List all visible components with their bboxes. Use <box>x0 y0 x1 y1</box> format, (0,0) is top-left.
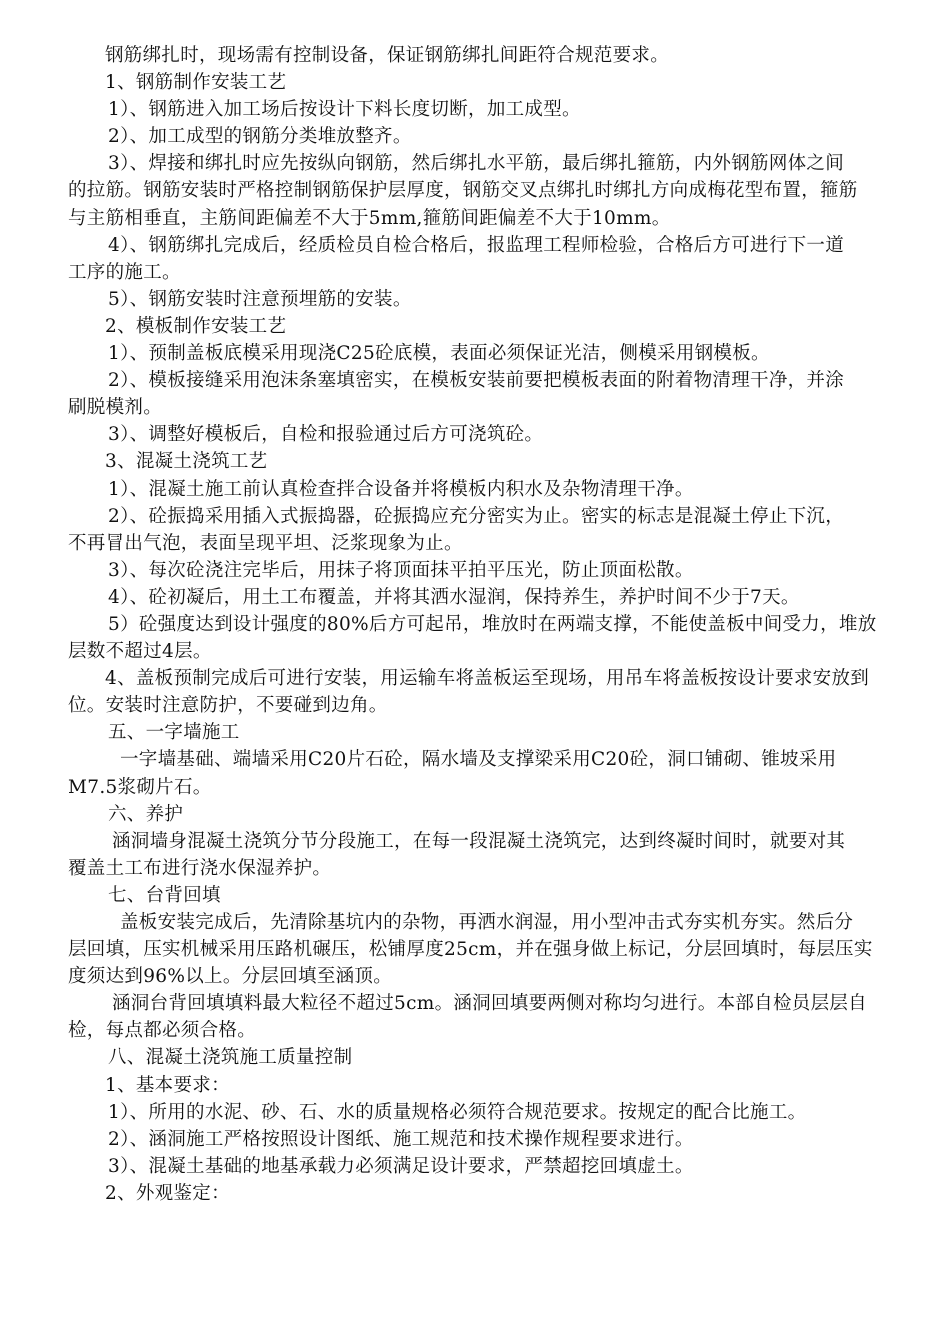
paragraph-line: 层数不超过4层。 <box>68 641 212 663</box>
paragraph-line: 盖板安装完成后，先清除基坑内的杂物，再洒水润湿，用小型冲击式夯实机夯实。然后分 <box>120 912 854 933</box>
paragraph-line: 1）、所用的水泥、砂、石、水的质量规格必须符合规范要求。按规定的配合比施工。 <box>108 1101 807 1123</box>
paragraph-line: 涵洞墙身混凝土浇筑分节分段施工，在每一段混凝土浇筑完，达到终凝时间时，就要对其 <box>112 830 846 852</box>
document-body <box>68 42 926 1207</box>
paragraph-line: 3）、调整好模板后，自检和报验通过后方可浇筑砼。 <box>108 424 544 446</box>
paragraph-line: 不再冒出气泡，表面呈现平坦、泛浆现象为止。 <box>68 532 463 554</box>
paragraph-line: 与主筋相垂直，主筋间距偏差不大于5mm,箍筋间距偏差不大于10mm。 <box>68 207 671 229</box>
paragraph-line: 2）、加工成型的钢筋分类堆放整齐。 <box>108 126 412 148</box>
paragraph-line: 4、盖板预制完成后可进行安装，用运输车将盖板运至现场，用吊车将盖板按设计要求安放到 <box>105 668 870 690</box>
section-heading: 七、台背回填 <box>108 884 221 906</box>
paragraph-line: 工序的施工。 <box>68 261 181 283</box>
paragraph-line: 覆盖土工布进行浇水保湿养护。 <box>68 857 332 879</box>
paragraph-line: M7.5浆砌片石。 <box>68 776 212 798</box>
paragraph-line: 2）、砼振捣采用插入式振捣器，砼振捣应充分密实为止。密实的标志是混凝土停止下沉， <box>108 505 845 527</box>
section-heading: 六、养护 <box>108 803 184 825</box>
section-heading: 八、混凝土浇筑施工质量控制 <box>108 1047 353 1069</box>
section-heading: 3、混凝土浇筑工艺 <box>105 451 268 473</box>
paragraph-line: 1）、预制盖板底模采用现浇C25砼底模，表面必须保证光洁，侧模采用钢模板。 <box>108 343 770 365</box>
paragraph-line: 层回填，压实机械采用压路机碾压，松铺厚度25cm，并在强身做上标记，分层回填时，每层压实 <box>68 939 873 961</box>
paragraph-line: 1）、混凝土施工前认真检查拌合设备并将模板内积水及杂物清理干净。 <box>108 478 694 500</box>
paragraph-line: 1）、钢筋进入加工场后按设计下料长度切断，加工成型。 <box>108 99 581 121</box>
section-heading: 五、一字墙施工 <box>108 722 240 744</box>
paragraph-line: 5）砼强度达到设计强度的80%后方可起吊，堆放时在两端支撑，不能使盖板中间受力，堆放 <box>108 613 877 635</box>
paragraph-line: 检，每点都必须合格。 <box>68 1020 257 1042</box>
paragraph-line: 4）、钢筋绑扎完成后，经质检员自检合格后，报监理工程师检验，合格后方可进行下一道 <box>108 234 845 256</box>
section-heading: 1、基本要求： <box>105 1074 230 1096</box>
section-heading: 1、钢筋制作安装工艺 <box>105 72 287 94</box>
paragraph-line: 3）、焊接和绑扎时应先按纵向钢筋，然后绑扎水平筋，最后绑扎箍筋，内外钢筋网体之间 <box>108 153 845 175</box>
paragraph-line: 5）、钢筋安装时注意预埋筋的安装。 <box>108 288 412 310</box>
paragraph-line: 3）、每次砼浇注完毕后，用抹子将顶面抹平拍平压光，防止顶面松散。 <box>108 559 694 581</box>
paragraph-line: 2）、模板接缝采用泡沫条塞填密实，在模板安装前要把模板表面的附着物清理干净，并涂 <box>108 370 845 392</box>
paragraph-line: 一字墙基础、端墙采用C20片石砼，隔水墙及支撑梁采用C20砼，洞口铺砌、锥坡采用 <box>120 749 837 771</box>
paragraph-line: 位。安装时注意防护，不要碰到边角。 <box>68 695 388 717</box>
paragraph-line: 2）、涵洞施工严格按照设计图纸、施工规范和技术操作规程要求进行。 <box>108 1128 694 1150</box>
paragraph-line: 涵洞台背回填填料最大粒径不超过5cm。涵洞回填要两侧对称均匀进行。本部自检员层层自 <box>112 993 867 1015</box>
paragraph-line: 3）、混凝土基础的地基承载力必须满足设计要求，严禁超挖回填虚土。 <box>108 1155 694 1177</box>
paragraph-line: 钢筋绑扎时，现场需有控制设备，保证钢筋绑扎间距符合规范要求。 <box>105 45 670 66</box>
paragraph-line: 刷脱模剂。 <box>68 397 163 419</box>
paragraph-line: 度须达到96%以上。分层回填至涵顶。 <box>68 966 393 988</box>
paragraph-line: 4）、砼初凝后，用土工布覆盖，并将其洒水湿润，保持养生，养护时间不少于7天。 <box>108 586 800 608</box>
section-heading: 2、外观鉴定： <box>105 1182 230 1204</box>
section-heading: 2、模板制作安装工艺 <box>105 315 287 337</box>
paragraph-line: 的拉筋。钢筋安装时严格控制钢筋保护层厚度，钢筋交叉点绑扎时绑扎方向成梅花型布置，箍筋 <box>68 180 858 202</box>
